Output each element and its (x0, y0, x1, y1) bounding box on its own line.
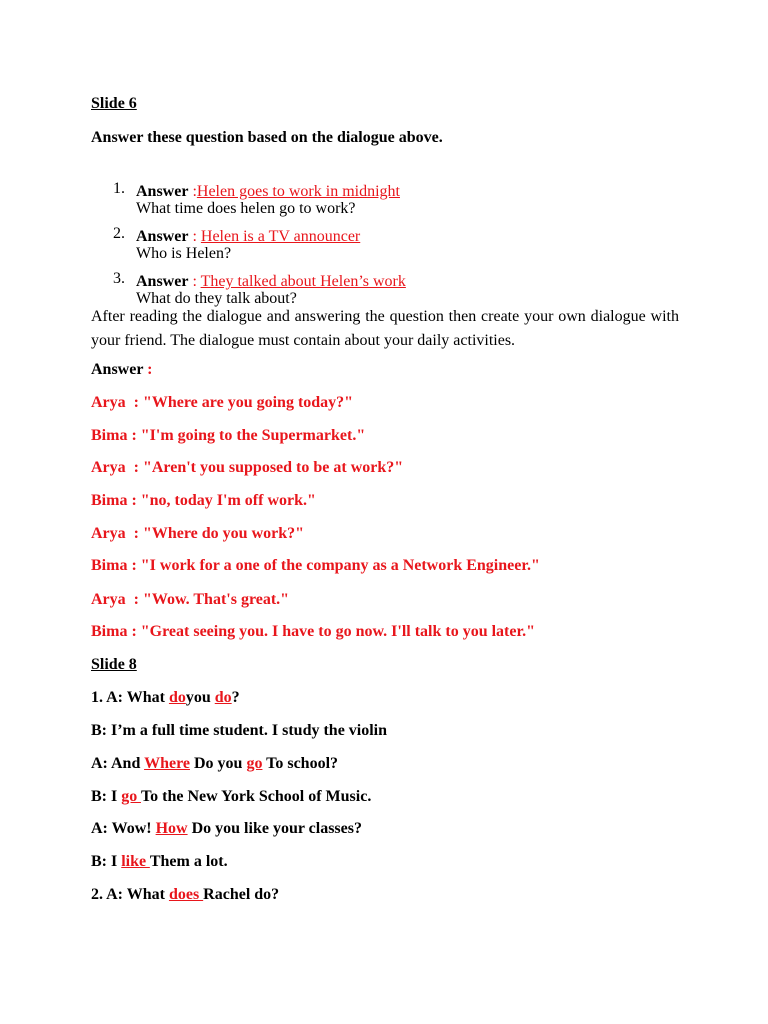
fill-answer: do (168, 689, 186, 706)
line-text: To school? (262, 755, 339, 772)
dialogue-line: Arya : "Wow. That's great." (91, 591, 290, 608)
fill-answer: go (121, 788, 141, 805)
fill-answer: do (214, 689, 232, 706)
exercise-line (91, 819, 362, 839)
line-text: A: And (91, 755, 145, 772)
dialogue-answer-label (91, 360, 152, 380)
fill-answer: go (246, 755, 263, 772)
answer-text: They talked about Helen’s work (200, 273, 406, 290)
dialogue-line: Bima : "Great seeing you. I have to go now. I'll talk to you later." (91, 623, 535, 640)
answer-sep: : (188, 273, 201, 290)
exercise-line: B: I’m a full time student. I study the violin (91, 722, 388, 739)
answer-2 (136, 227, 360, 247)
answer-sep: : (188, 183, 197, 200)
answer-3 (136, 272, 406, 292)
dialogue-line: Bima : "I'm going to the Supermarket." (91, 427, 366, 444)
dialogue-line: Arya : "Where are you going today?" (91, 394, 354, 411)
line-text: A: Wow! (91, 820, 156, 837)
exercise-line (91, 885, 279, 905)
question-number: 2. (113, 225, 125, 242)
instructions-paragraph: After reading the dialogue and answering the question then create your own dialogue with your friend. The dialogue must contain about your daily activities. (91, 308, 679, 349)
dialogue-line: Bima : "no, today I'm off work." (91, 492, 316, 509)
question-text: Who is Helen? (136, 245, 232, 262)
question-text: What time does helen go to work? (136, 200, 356, 217)
line-text: 1. A: What (91, 689, 169, 706)
dialogue-line: Bima : "I work for a one of the company as a Network Engineer." (91, 557, 540, 574)
answer-colon: : (143, 361, 153, 378)
answer-1 (136, 182, 400, 202)
exercise-line (91, 852, 228, 872)
dialogue-line: Arya : "Aren't you supposed to be at work?" (91, 459, 404, 476)
exercise-line (91, 754, 338, 774)
answer-label: Answer (91, 361, 144, 378)
exercise-line (91, 688, 240, 708)
answer-text: Helen is a TV announcer (200, 228, 361, 245)
slide-8-heading: Slide 8 (91, 656, 137, 673)
line-text: Do you (189, 755, 247, 772)
line-text: ? (231, 689, 240, 706)
line-text: Rachel do? (203, 886, 280, 903)
fill-answer: does (168, 886, 204, 903)
answer-text: Helen goes to work in midnight (196, 183, 400, 200)
answer-label: Answer (136, 183, 189, 200)
exercise-line (91, 787, 371, 807)
line-text: B: I (91, 788, 122, 805)
line-text: To the New York School of Music. (140, 788, 372, 805)
line-text: you (185, 689, 215, 706)
question-number: 3. (113, 270, 125, 287)
answer-label: Answer (136, 228, 189, 245)
fill-answer: Where (144, 755, 190, 772)
question-text: What do they talk about? (136, 290, 297, 307)
line-text: Them a lot. (149, 853, 228, 870)
slide-6-heading: Slide 6 (91, 95, 137, 112)
dialogue-line: Arya : "Where do you work?" (91, 525, 305, 542)
answer-sep: : (188, 228, 201, 245)
line-text: Do you like your classes? (187, 820, 362, 837)
line-text: B: I (91, 853, 122, 870)
question-number: 1. (113, 180, 125, 197)
fill-answer: How (155, 820, 188, 837)
answer-label: Answer (136, 273, 189, 290)
line-text: 2. A: What (91, 886, 169, 903)
instruction-text: Answer these question based on the dialogue above. (91, 129, 443, 146)
fill-answer: like (121, 853, 150, 870)
